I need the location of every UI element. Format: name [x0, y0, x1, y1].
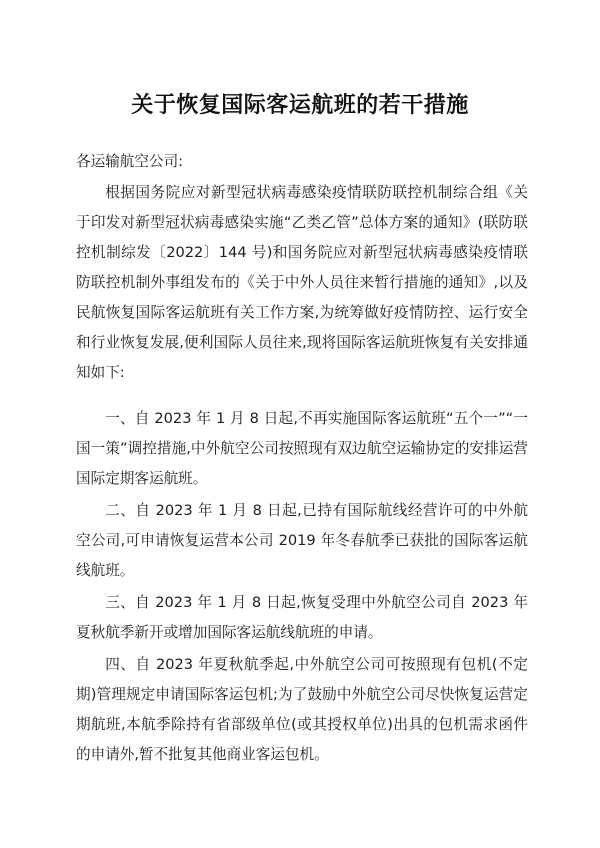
- document-title: 关于恢复国际客运航班的若干措施: [131, 92, 469, 118]
- paragraph-text: 一、自 2023 年 1 月 8 日起,不再实施国际客运航班“五个一”“一国一策”调控措施,中外航空公司按照现有双边航空运输协定的安排运营国际定期客运航班。: [76, 410, 528, 487]
- paragraph-item-2: [76, 496, 528, 586]
- paragraph-intro: [76, 178, 528, 388]
- paragraph-text: 四、自 2023 年夏秋航季起,中外航空公司可按照现有包机(不定期)管理规定申请国际客运包机;为了鼓励中外航空公司尽快恢复运营定期航班,本航季除持有省部级单位(或其授权单位)出具的包机需求函件的申请外,暂不批复其他商业客运包机。: [76, 656, 528, 763]
- paragraph-item-4: [76, 650, 528, 770]
- paragraph-item-1: [76, 404, 528, 494]
- salutation: 各运输航空公司:: [76, 153, 184, 170]
- paragraph-item-3: [76, 588, 528, 648]
- paragraph-text: 三、自 2023 年 1 月 8 日起,恢复受理中外航空公司自 2023 年夏秋航季新开或增加国际客运航线航班的申请。: [76, 594, 528, 641]
- paragraph-text: 根据国务院应对新型冠状病毒感染疫情联防联控机制综合组《关于印发对新型冠状病毒感染实施“乙类乙管”总体方案的通知》(联防联控机制综发〔2022〕144 号)和国务院应对新型冠状病毒感染疫情联防联控机制外事组发布的《关于中外人员往来暂行措施的通知》,以及民航恢复国际客运航班有关工作方案,为统筹做好疫情防控、运行安全和行业恢复发展,便利国际人员往来,现将国际客运航班恢复有关安排通知如下:: [76, 184, 528, 381]
- paragraph-text: 二、自 2023 年 1 月 8 日起,已持有国际航线经营许可的中外航空公司,可申请恢复运营本公司 2019 年冬春航季已获批的国际客运航线航班。: [76, 502, 528, 579]
